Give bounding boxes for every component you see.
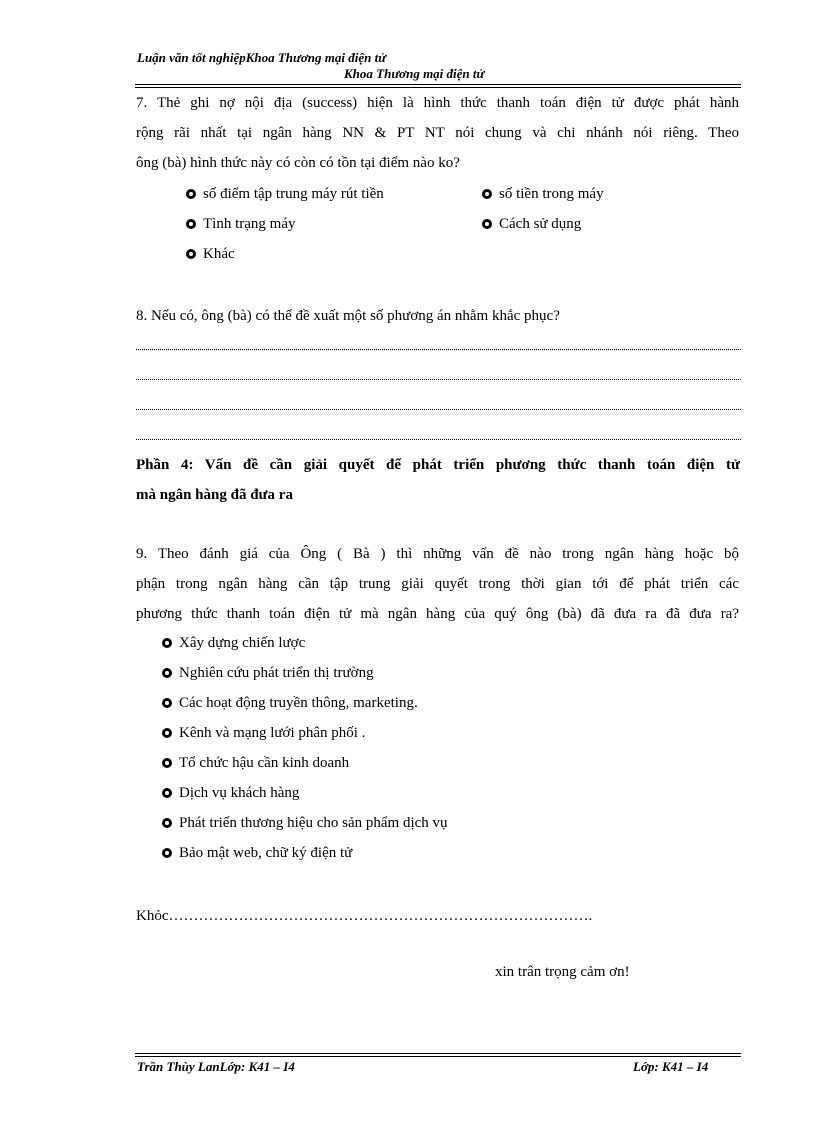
q9-option[interactable] [162, 633, 305, 653]
q9-option[interactable] [162, 663, 374, 683]
bullet-icon [162, 848, 172, 858]
q9-option[interactable] [162, 753, 349, 773]
bullet-icon [162, 758, 172, 768]
q9-option[interactable] [162, 693, 418, 713]
q9-option[interactable] [162, 783, 299, 803]
closing-text: xin trân trọng cảm ơn! [495, 964, 630, 980]
question-7-line: rộng rãi nhất tại ngân hàng NN & PT NT nói chung và chi nhánh nói riêng. Theo [136, 125, 739, 141]
question-9-line: phận trong ngân hàng cần tập trung giải quyết trong thời gian tới để phát triển các [136, 576, 739, 592]
q7-option-label: Khác [203, 246, 235, 262]
q7-option[interactable] [482, 184, 604, 204]
answer-line[interactable] [136, 349, 741, 350]
q7-option-label: Cách sử dụng [499, 216, 582, 232]
bullet-icon [162, 668, 172, 678]
q7-option[interactable] [186, 214, 295, 234]
header-subtitle: Khoa Thương mại điện tử [344, 66, 485, 81]
footer-rule [135, 1053, 741, 1054]
header-title: Luận văn tốt nghiệpKhoa Thương mại điện tử [137, 50, 387, 65]
footer-class: Lớp: K41 – I4 [633, 1059, 709, 1074]
q9-option-label: Bảo mật web, chữ ký điện tử [179, 845, 353, 861]
q9-option-label: Dịch vụ khách hàng [179, 785, 300, 801]
question-9-line: phương thức thanh toán điện tử mà ngân hàng của quý ông (bà) đã đưa ra đã đưa ra? [136, 606, 739, 622]
q9-option-label: Phát triển thương hiệu cho sản phẩm dịch vụ [179, 815, 448, 831]
bullet-icon [162, 728, 172, 738]
other-answer-field[interactable]: Khỏc…………………………………………………………………………. [136, 908, 593, 924]
q9-option-label: Kênh và mạng lưới phân phối . [179, 725, 366, 741]
q9-option[interactable] [162, 813, 448, 833]
answer-line[interactable] [136, 409, 741, 410]
bullet-icon [482, 219, 492, 229]
bullet-icon [482, 189, 492, 199]
bullet-icon [162, 698, 172, 708]
section-heading-line: mà ngân hàng đã đưa ra [136, 487, 293, 503]
question-7-line: 7. Thẻ ghi nợ nội địa (success) hiện là hình thức thanh toán điện tử được phát hành [136, 95, 739, 111]
q7-option-label: số tiền trong máy [499, 186, 604, 202]
bullet-icon [186, 219, 196, 229]
q7-option[interactable] [482, 214, 581, 234]
question-8: 8. Nếu có, ông (bà) có thể đề xuất một số phương án nhằm khắc phục? [136, 308, 560, 324]
footer-rule [135, 1056, 741, 1057]
q7-option-label: Tình trạng máy [203, 216, 296, 232]
q9-option[interactable] [162, 723, 365, 743]
header-rule [135, 84, 741, 85]
bullet-icon [162, 638, 172, 648]
question-7 [136, 88, 739, 178]
footer-author: Trần Thùy LanLớp: K41 – I4 [137, 1059, 295, 1074]
answer-line[interactable] [136, 439, 741, 440]
question-9-line: 9. Theo đánh giá của Ông ( Bà ) thì những vấn đề nào trong ngân hàng hoặc bộ [136, 546, 739, 562]
bullet-icon [162, 788, 172, 798]
bullet-icon [162, 818, 172, 828]
q9-option[interactable] [162, 843, 352, 863]
section-4-heading [136, 450, 740, 510]
q9-option-label: Nghiên cứu phát triển thị trường [179, 665, 374, 681]
question-7-line: ông (bà) hình thức này có còn có tồn tại điểm nào ko? [136, 155, 460, 171]
bullet-icon [186, 189, 196, 199]
section-heading-line: Phần 4: Vấn đề cần giải quyết để phát triển phương thức thanh toán điện tử [136, 457, 740, 473]
answer-line[interactable] [136, 379, 741, 380]
q9-option-label: Xây dựng chiến lược [179, 635, 306, 651]
bullet-icon [186, 249, 196, 259]
q9-option-label: Tổ chức hậu cần kinh doanh [179, 755, 350, 771]
q9-option-label: Các hoạt động truyền thông, marketing. [179, 695, 418, 711]
question-9 [136, 539, 739, 629]
q7-option[interactable] [186, 184, 384, 204]
q7-option[interactable] [186, 244, 235, 264]
q7-option-label: số điểm tập trung máy rút tiền [203, 186, 384, 202]
